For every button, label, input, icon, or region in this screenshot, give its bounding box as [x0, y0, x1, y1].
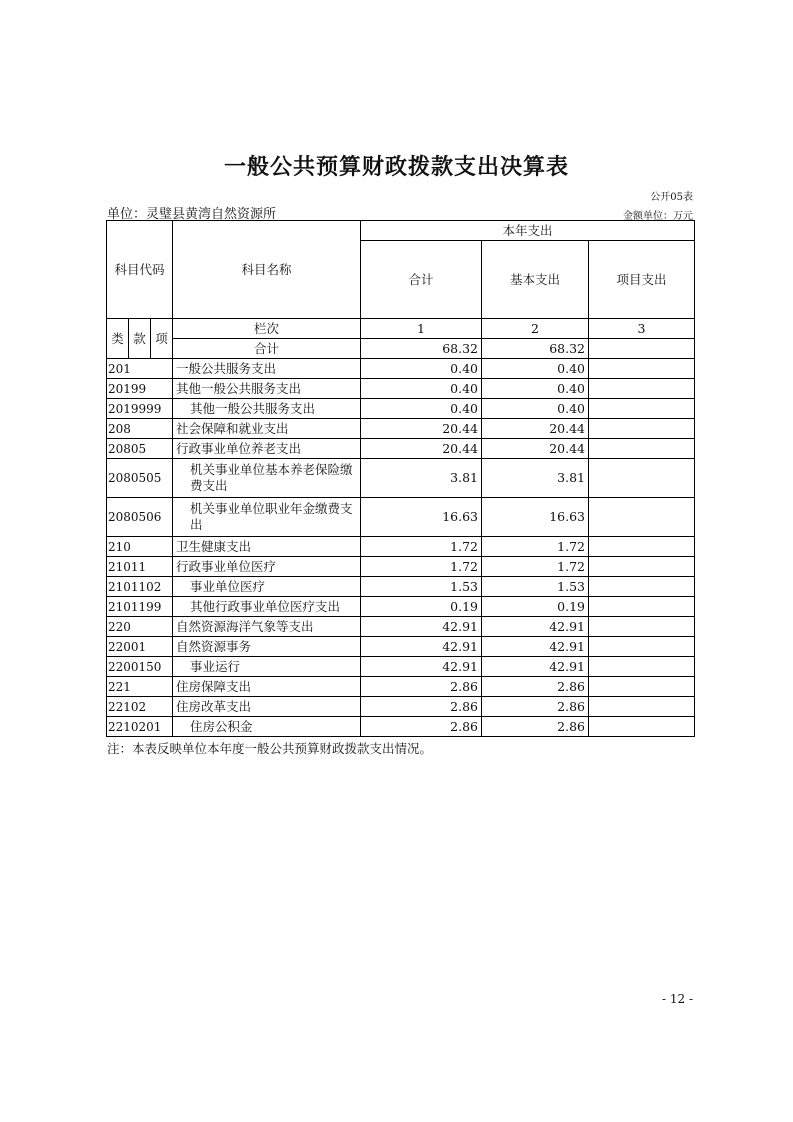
- table-row: [107, 637, 695, 657]
- row-total: 0.40: [361, 379, 482, 399]
- row-project: [589, 617, 695, 637]
- table-row: [107, 379, 695, 399]
- row-name: 自然资源事务: [173, 637, 361, 657]
- header-project: 项目支出: [589, 241, 695, 319]
- row-code: 20199: [107, 379, 173, 399]
- table-row: [107, 697, 695, 717]
- total-label: 合计: [173, 339, 361, 359]
- row-total: 1.72: [361, 557, 482, 577]
- row-name: 机关事业单位职业年金缴费支出: [173, 498, 361, 537]
- row-code: 2210201: [107, 717, 173, 737]
- row-total: 2.86: [361, 717, 482, 737]
- row-code: 2080505: [107, 459, 173, 498]
- row-basic: 0.40: [482, 379, 589, 399]
- column-number-1: 1: [361, 319, 482, 339]
- unit-label: 单位：灵璧县黄湾自然资源所: [107, 207, 277, 222]
- row-total: 2.86: [361, 697, 482, 717]
- table-note: 注：本表反映单位本年度一般公共预算财政拨款支出情况。: [107, 741, 433, 756]
- row-total: 20.44: [361, 439, 482, 459]
- row-total: 0.19: [361, 597, 482, 617]
- header-item: 项: [151, 319, 173, 359]
- row-code: 22001: [107, 637, 173, 657]
- table-row: [107, 577, 695, 597]
- table-row: [107, 419, 695, 439]
- row-project: [589, 677, 695, 697]
- row-basic: 3.81: [482, 459, 589, 498]
- row-name: 事业单位医疗: [173, 577, 361, 597]
- row-total: 42.91: [361, 637, 482, 657]
- row-name: 自然资源海洋气象等支出: [173, 617, 361, 637]
- page-number: - 12 -: [661, 992, 693, 1006]
- row-project: [589, 657, 695, 677]
- row-project: [589, 557, 695, 577]
- row-total: 42.91: [361, 657, 482, 677]
- table-row: [107, 597, 695, 617]
- table-row: [107, 537, 695, 557]
- row-basic: 20.44: [482, 419, 589, 439]
- table-row: [107, 717, 695, 737]
- row-basic: 16.63: [482, 498, 589, 537]
- row-name: 住房公积金: [173, 717, 361, 737]
- row-total: 1.53: [361, 577, 482, 597]
- row-name: 卫生健康支出: [173, 537, 361, 557]
- row-project: [589, 498, 695, 537]
- row-code: 210: [107, 537, 173, 557]
- row-code: 2101102: [107, 577, 173, 597]
- row-project: [589, 697, 695, 717]
- row-total: 1.72: [361, 537, 482, 557]
- row-code: 201: [107, 359, 173, 379]
- row-total: 20.44: [361, 419, 482, 439]
- row-total: 16.63: [361, 498, 482, 537]
- row-basic: 0.40: [482, 399, 589, 419]
- row-project: [589, 537, 695, 557]
- row-basic: 1.72: [482, 557, 589, 577]
- header-row: [107, 221, 695, 241]
- row-code: 208: [107, 419, 173, 439]
- total-row: [107, 339, 695, 359]
- row-basic: 0.19: [482, 597, 589, 617]
- row-name: 住房保障支出: [173, 677, 361, 697]
- column-number-row: [107, 319, 695, 339]
- row-name: 其他行政事业单位医疗支出: [173, 597, 361, 617]
- table-row: [107, 657, 695, 677]
- row-code: 220: [107, 617, 173, 637]
- row-code: 2019999: [107, 399, 173, 419]
- column-number-2: 2: [482, 319, 589, 339]
- row-total: 0.40: [361, 359, 482, 379]
- row-code: 2080506: [107, 498, 173, 537]
- row-project: [589, 359, 695, 379]
- row-basic: 42.91: [482, 657, 589, 677]
- expenditure-table: [106, 220, 695, 737]
- row-project: [589, 637, 695, 657]
- row-code: 2101199: [107, 597, 173, 617]
- header-current-year: 本年支出: [361, 221, 695, 241]
- row-code: 2200150: [107, 657, 173, 677]
- row-name: 行政事业单位养老支出: [173, 439, 361, 459]
- header-total: 合计: [361, 241, 482, 319]
- row-basic: 0.40: [482, 359, 589, 379]
- row-basic: 2.86: [482, 677, 589, 697]
- row-name: 一般公共服务支出: [173, 359, 361, 379]
- row-basic: 42.91: [482, 637, 589, 657]
- table-row: [107, 439, 695, 459]
- row-project: [589, 399, 695, 419]
- table-row: [107, 498, 695, 537]
- row-total: 0.40: [361, 399, 482, 419]
- row-basic: 1.72: [482, 537, 589, 557]
- table-row: [107, 557, 695, 577]
- row-code: 20805: [107, 439, 173, 459]
- row-total: 3.81: [361, 459, 482, 498]
- header-column-no: 栏次: [173, 319, 361, 339]
- row-code: 21011: [107, 557, 173, 577]
- row-name: 社会保障和就业支出: [173, 419, 361, 439]
- table-row: [107, 617, 695, 637]
- table-body: [107, 221, 695, 737]
- row-project: [589, 597, 695, 617]
- table-row: [107, 359, 695, 379]
- row-total: 2.86: [361, 677, 482, 697]
- row-basic: 20.44: [482, 439, 589, 459]
- row-basic: 2.86: [482, 717, 589, 737]
- amount-unit-label: 金额单位：万元: [623, 211, 693, 222]
- table-row: [107, 399, 695, 419]
- header-section: 款: [129, 319, 151, 359]
- header-class: 类: [107, 319, 129, 359]
- row-project: [589, 439, 695, 459]
- total-amount: 68.32: [361, 339, 482, 359]
- row-code: 22102: [107, 697, 173, 717]
- row-name: 住房改革支出: [173, 697, 361, 717]
- row-project: [589, 419, 695, 439]
- row-name: 行政事业单位医疗: [173, 557, 361, 577]
- header-subject-code: 科目代码: [107, 221, 173, 319]
- form-number: 公开05表: [650, 192, 693, 203]
- row-basic: 42.91: [482, 617, 589, 637]
- row-project: [589, 379, 695, 399]
- header-basic: 基本支出: [482, 241, 589, 319]
- page-title: 一般公共预算财政拨款支出决算表: [223, 154, 569, 180]
- table-row: [107, 459, 695, 498]
- total-basic: 68.32: [482, 339, 589, 359]
- row-project: [589, 459, 695, 498]
- row-name: 机关事业单位基本养老保险缴费支出: [173, 459, 361, 498]
- row-basic: 1.53: [482, 577, 589, 597]
- table-row: [107, 677, 695, 697]
- row-name: 其他一般公共服务支出: [173, 399, 361, 419]
- row-name: 事业运行: [173, 657, 361, 677]
- column-number-3: 3: [589, 319, 695, 339]
- row-code: 221: [107, 677, 173, 697]
- row-name: 其他一般公共服务支出: [173, 379, 361, 399]
- row-total: 42.91: [361, 617, 482, 637]
- row-project: [589, 717, 695, 737]
- header-subject-name: 科目名称: [173, 221, 361, 319]
- total-project: [589, 339, 695, 359]
- row-basic: 2.86: [482, 697, 589, 717]
- row-project: [589, 577, 695, 597]
